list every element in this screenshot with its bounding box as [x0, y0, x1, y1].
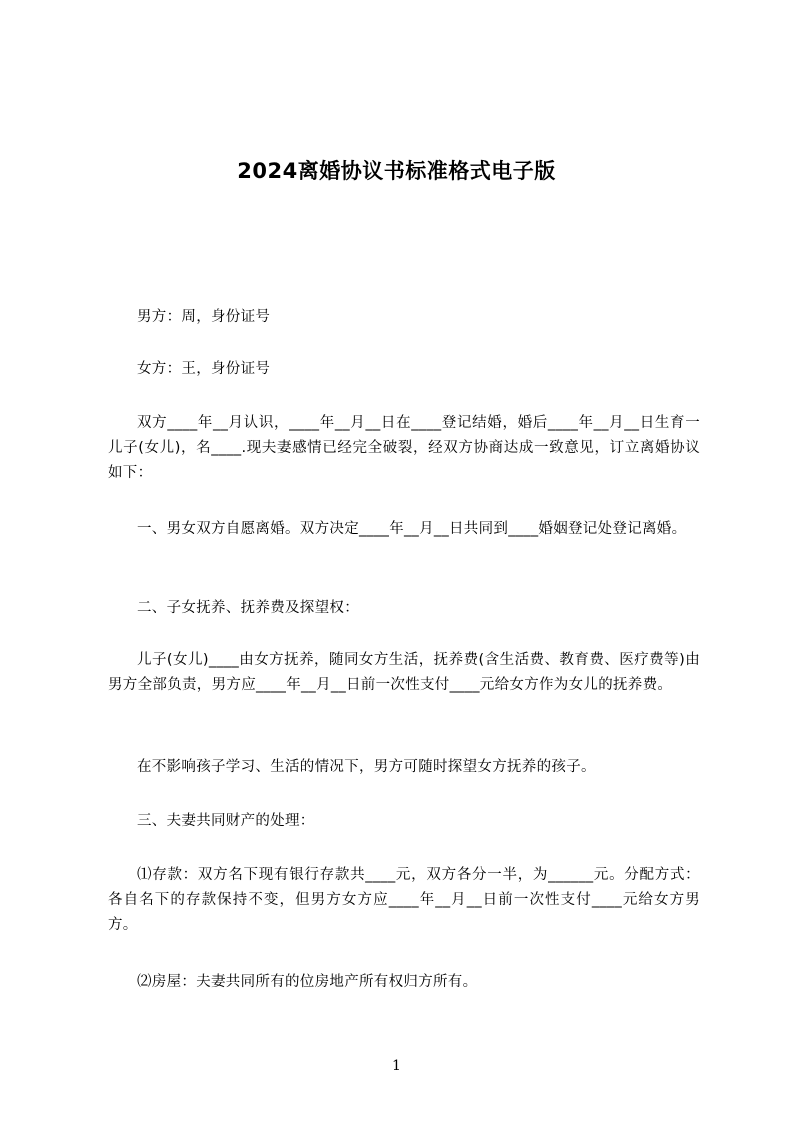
- clause-2-heading: 二、子女抚养、抚养费及探望权：: [137, 599, 359, 616]
- female-party-line: 女方：王，身份证号: [137, 360, 271, 377]
- page-number: 1: [392, 1058, 401, 1074]
- child-custody-paragraph: 儿子(女儿)____由女方抚养，随同女方生活，抚养费(含生活费、教育费、医疗费等)由男方全部负责，男方应____年__月__日前一次性支付____元给女方作为女儿的抚养费。: [108, 651, 700, 693]
- house-paragraph: ⑵房屋：夫妻共同所有的位房地产所有权归方所有。: [137, 973, 478, 990]
- document-title: 2024离婚协议书标准格式电子版: [237, 159, 556, 184]
- deposit-paragraph: ⑴存款：双方名下现有银行存款共____元，双方各分一半，为______元。分配方式：各自名下的存款保持不变，但男方女方应____年__月__日前一次性支付____元给女方男方。: [108, 866, 700, 933]
- clause-3-heading: 三、夫妻共同财产的处理：: [137, 812, 315, 829]
- male-party-line: 男方：周，身份证号: [137, 308, 271, 325]
- visitation-paragraph: 在不影响孩子学习、生活的情况下，男方可随时探望女方抚养的孩子。: [137, 758, 596, 775]
- intro-paragraph: 双方____年__月认识，____年__月__日在____登记结婚，婚后____年__月__日生育一儿子(女儿)，名____.现夫妻感情已经完全破裂，经双方协商达成一致意见，订立离婚协议如下：: [108, 414, 700, 481]
- clause-1-paragraph: 一、男女双方自愿离婚。双方决定____年__月__日共同到____婚姻登记处登记离婚。: [137, 520, 687, 537]
